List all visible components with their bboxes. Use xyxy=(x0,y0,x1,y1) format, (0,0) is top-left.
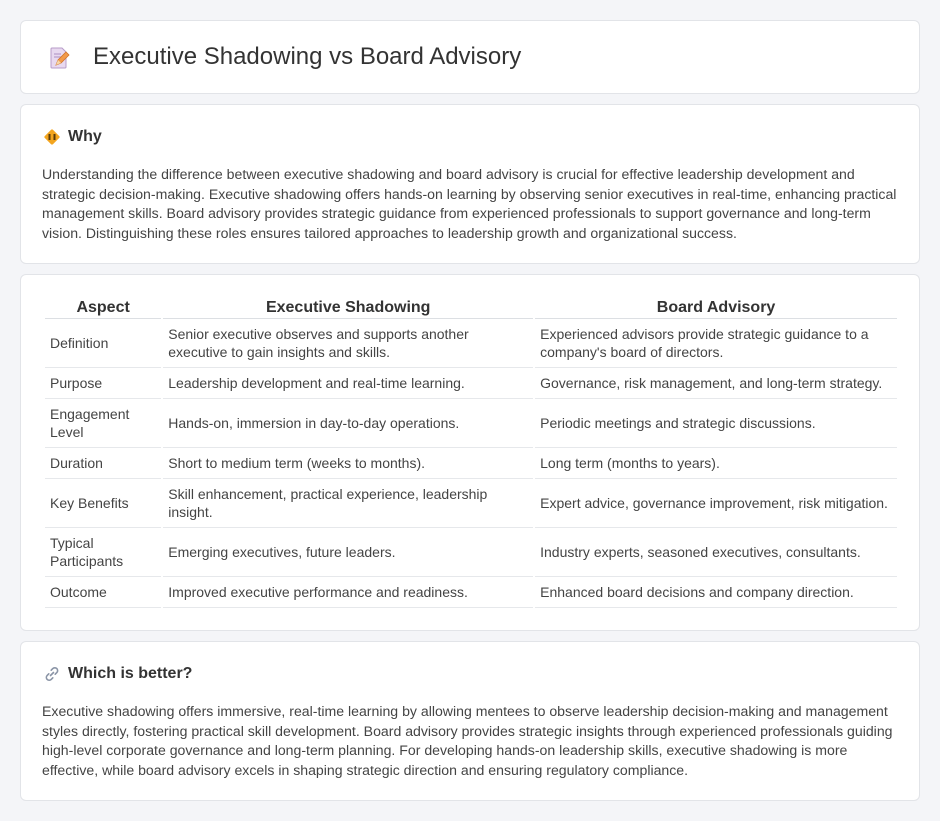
cell-advisory: Industry experts, seasoned executives, consultants. xyxy=(535,528,897,577)
cell-advisory: Periodic meetings and strategic discussions. xyxy=(535,399,897,448)
cell-advisory: Expert advice, governance improvement, risk mitigation. xyxy=(535,479,897,528)
diamond-sign-icon xyxy=(43,128,61,146)
comparison-section xyxy=(20,274,920,631)
cell-advisory: Governance, risk management, and long-term strategy. xyxy=(535,368,897,399)
cell-shadowing: Hands-on, immersion in day-to-day operations. xyxy=(163,399,533,448)
cell-shadowing: Emerging executives, future leaders. xyxy=(163,528,533,577)
cell-aspect: Key Benefits xyxy=(45,479,161,528)
why-text: Understanding the difference between executive shadowing and board advisory is crucial for effective leadership development and strategic decision-making. Executive shadowing offers hands-on learning by observing senior executives in real-time, enhancing practical management skills. Board advisory provides strategic guidance from experienced professionals to support governance and long-term vision. Distinguishing these roles ensures tailored approaches to leadership growth and organizational success. xyxy=(42,166,897,241)
table-row xyxy=(45,399,897,448)
which-is-better-text: Executive shadowing offers immersive, real-time learning by allowing mentees to observe leadership decision-making and management styles directly, fostering practical skill development. Board advisory provides strategic insights through experienced professionals guiding high-level corporate governance and long-term planning. For developing hands-on leadership skills, executive shadowing is more effective, while board advisory excels in shaping strategic direction and ensuring regulatory compliance. xyxy=(42,703,893,778)
table-header-row xyxy=(45,297,897,319)
cell-advisory: Long term (months to years). xyxy=(535,448,897,479)
cell-shadowing: Skill enhancement, practical experience, leadership insight. xyxy=(163,479,533,528)
table-row xyxy=(45,479,897,528)
cell-aspect: Definition xyxy=(45,319,161,368)
page-title: Executive Shadowing vs Board Advisory xyxy=(93,43,522,70)
header-aspect: Aspect xyxy=(45,297,161,319)
cell-shadowing: Leadership development and real-time learning. xyxy=(163,368,533,399)
table-row xyxy=(45,368,897,399)
table-row xyxy=(45,448,897,479)
comparison-table xyxy=(43,297,899,608)
cell-aspect: Typical Participants xyxy=(45,528,161,577)
table-row xyxy=(45,319,897,368)
cell-shadowing: Improved executive performance and readiness. xyxy=(163,577,533,608)
cell-advisory: Enhanced board decisions and company direction. xyxy=(535,577,897,608)
header-board-advisory: Board Advisory xyxy=(535,297,897,319)
cell-aspect: Purpose xyxy=(45,368,161,399)
table-row xyxy=(45,577,897,608)
cell-aspect: Engagement Level xyxy=(45,399,161,448)
why-heading: Why xyxy=(68,128,102,145)
which-is-better-section xyxy=(20,641,920,801)
which-is-better-heading: Which is better? xyxy=(68,665,193,682)
link-icon xyxy=(43,665,61,683)
title-card xyxy=(20,20,920,94)
why-section xyxy=(20,104,920,264)
cell-advisory: Experienced advisors provide strategic guidance to a company's board of directors. xyxy=(535,319,897,368)
cell-aspect: Outcome xyxy=(45,577,161,608)
table-row xyxy=(45,528,897,577)
cell-shadowing: Senior executive observes and supports another executive to gain insights and skills. xyxy=(163,319,533,368)
cell-aspect: Duration xyxy=(45,448,161,479)
document-pencil-icon xyxy=(47,46,71,70)
cell-shadowing: Short to medium term (weeks to months). xyxy=(163,448,533,479)
header-executive-shadowing: Executive Shadowing xyxy=(163,297,533,319)
